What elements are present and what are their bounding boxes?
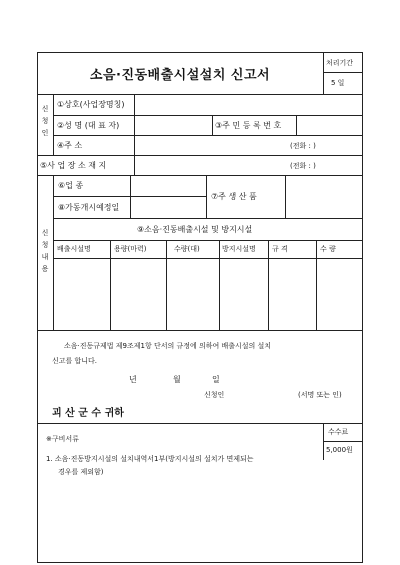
facility-cell[interactable] <box>167 259 218 329</box>
business-type-field[interactable] <box>131 176 205 195</box>
phone-label: (전화 : ) <box>290 142 316 150</box>
divider <box>37 423 363 424</box>
attachments-heading: ※구비서류 <box>46 435 79 443</box>
business-name-field[interactable] <box>135 95 362 114</box>
column-header: 배출시설명 <box>57 245 91 253</box>
addressee: 괴 산 군 수 귀하 <box>52 408 124 419</box>
main-product-field[interactable] <box>286 176 362 217</box>
divider <box>212 115 213 135</box>
divider <box>37 330 363 331</box>
site-location-label: ⑤사 업 장 소 재 지 <box>40 161 107 170</box>
facility-cell[interactable] <box>220 259 267 329</box>
declaration-text: 신고를 합니다. <box>52 357 98 365</box>
start-date-field[interactable] <box>131 197 205 217</box>
processing-period: 5 일 <box>331 79 345 87</box>
resident-no-label: ③주 민 등 록 번 호 <box>215 121 282 130</box>
phone-label: (전화 : ) <box>290 162 316 170</box>
fee-amount: 5,000원 <box>326 446 353 454</box>
divider <box>323 441 363 442</box>
business-type-label: ⑥업 종 <box>58 181 84 190</box>
column-header: 수량(대) <box>174 245 200 253</box>
form-title: 소음·진동배출시설설치 신고서 <box>89 68 271 83</box>
resident-no-field[interactable] <box>297 116 362 134</box>
divider <box>53 94 54 155</box>
main-product-label: ⑦주 생 산 품 <box>211 192 257 201</box>
column-header: 수 량 <box>320 245 336 253</box>
details-side-label: 신 청 내 용 <box>41 229 49 273</box>
site-location-field[interactable] <box>135 156 285 174</box>
processing-label: 처리기간 <box>326 59 354 67</box>
day-label: 일 <box>212 375 220 384</box>
applicant-sign-label: 신청인 <box>204 391 225 399</box>
address-field[interactable] <box>135 136 285 154</box>
declaration-text: 소음·진동규제법 제9조제1항 단서의 규정에 의하여 배출시설의 설치 <box>64 342 272 350</box>
applicant-side-label: 신 청 인 <box>41 105 49 137</box>
attachment-item: 경우를 제외함) <box>58 468 104 476</box>
applicant-sign-field[interactable] <box>232 388 294 400</box>
divider <box>323 52 324 94</box>
signature-label: (서명 또는 인) <box>298 391 342 399</box>
facilities-header: ⑨소음·진동배출시설 및 방지시설 <box>137 225 253 234</box>
year-label: 년 <box>129 375 137 384</box>
month-label: 월 <box>173 375 181 384</box>
attachment-item: 1. 소음·진동방지시설의 설치내역서1부(방지시설의 설치가 면제되는 <box>46 455 254 463</box>
divider <box>53 218 363 219</box>
facility-cell[interactable] <box>111 259 165 329</box>
start-date-label: ⑧가동개시예정일 <box>58 203 120 212</box>
business-name-label: ①상호(사업장명칭) <box>57 100 125 109</box>
column-header: 방지시설명 <box>222 245 256 253</box>
facility-cell[interactable] <box>317 259 362 329</box>
fee-label: 수수료 <box>328 428 349 436</box>
facility-cell[interactable] <box>269 259 315 329</box>
divider <box>323 72 363 73</box>
column-header: 규 격 <box>272 245 288 253</box>
representative-field[interactable] <box>135 116 211 134</box>
facility-cell[interactable] <box>54 259 109 329</box>
address-label: ④주 소 <box>57 141 83 150</box>
divider <box>206 175 207 218</box>
column-header: 용량(마력) <box>114 245 147 253</box>
representative-label: ②성 명 (대 표 자) <box>57 121 120 130</box>
